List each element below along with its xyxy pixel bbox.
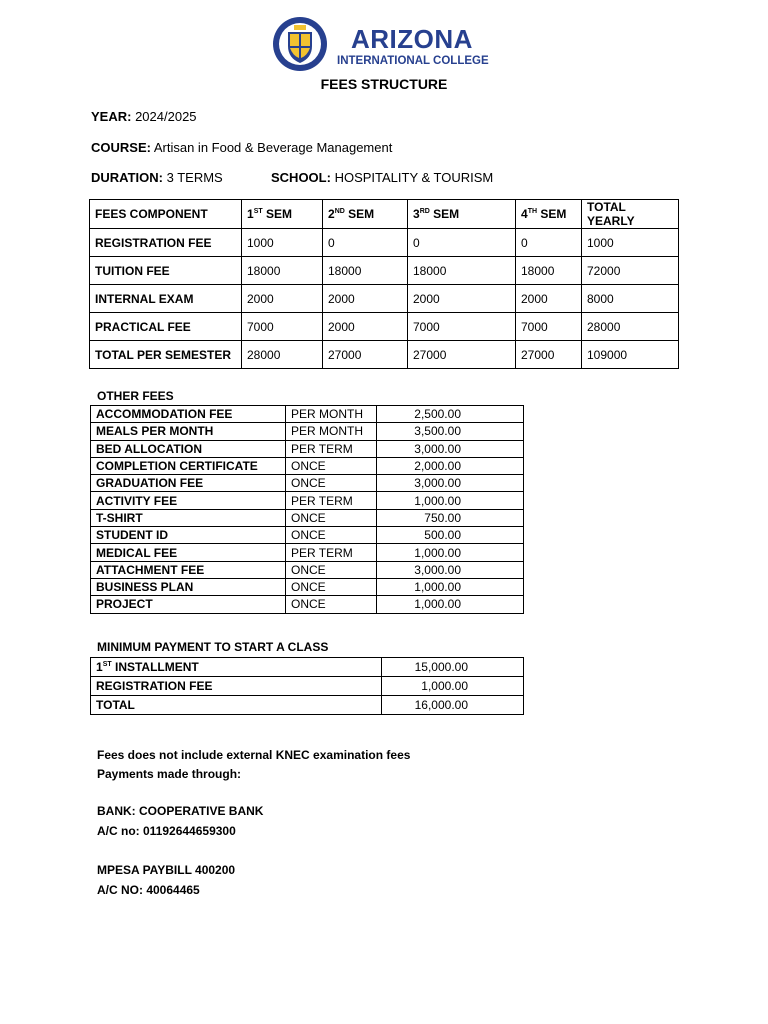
cell: 27000 bbox=[408, 341, 516, 369]
row-label: PROJECT bbox=[91, 596, 286, 613]
amount-cell: 1,000.00 bbox=[377, 596, 524, 613]
school-value: HOSPITALITY & TOURISM bbox=[334, 170, 494, 185]
header-cell: TOTAL YEARLY bbox=[582, 200, 679, 229]
bank-account: A/C no: 01192644659300 bbox=[97, 824, 236, 838]
header-cell: 4TH SEM bbox=[516, 200, 582, 229]
amount-cell: 750.00 bbox=[377, 509, 524, 526]
amount-cell: 1,000.00 bbox=[377, 492, 524, 509]
cell: 0 bbox=[323, 229, 408, 257]
cell: 72000 bbox=[582, 257, 679, 285]
amount-cell: 1,000.00 bbox=[377, 578, 524, 595]
other-fees-table bbox=[90, 405, 524, 614]
cell: 7000 bbox=[408, 313, 516, 341]
amount-cell: 3,000.00 bbox=[377, 561, 524, 578]
cell: 27000 bbox=[516, 341, 582, 369]
table-row bbox=[91, 696, 524, 715]
table-row bbox=[91, 457, 524, 474]
cell: 1000 bbox=[582, 229, 679, 257]
table-row bbox=[91, 440, 524, 457]
amount-cell: 3,000.00 bbox=[377, 475, 524, 492]
page-title: FEES STRUCTURE bbox=[320, 76, 448, 92]
table-row bbox=[91, 677, 524, 696]
cell: 2000 bbox=[323, 313, 408, 341]
cell: 27000 bbox=[323, 341, 408, 369]
cell: 18000 bbox=[516, 257, 582, 285]
cell: 7000 bbox=[242, 313, 323, 341]
duration-value: 3 TERMS bbox=[166, 170, 223, 185]
row-label: REGISTRATION FEE bbox=[90, 229, 242, 257]
frequency-cell: ONCE bbox=[286, 596, 377, 613]
year-line bbox=[91, 109, 197, 124]
amount-cell: 15,000.00 bbox=[382, 658, 524, 677]
amount-cell: 1,000.00 bbox=[377, 544, 524, 561]
amount-cell: 16,000.00 bbox=[382, 696, 524, 715]
row-label: GRADUATION FEE bbox=[91, 475, 286, 492]
amount-cell: 500.00 bbox=[377, 527, 524, 544]
header-cell: FEES COMPONENT bbox=[90, 200, 242, 229]
school-label: SCHOOL: bbox=[271, 170, 331, 185]
cell: 2000 bbox=[516, 285, 582, 313]
table-row bbox=[91, 578, 524, 595]
table-row bbox=[91, 423, 524, 440]
frequency-cell: PER MONTH bbox=[286, 423, 377, 440]
frequency-cell: ONCE bbox=[286, 527, 377, 544]
row-label: MEDICAL FEE bbox=[91, 544, 286, 561]
row-label: INTERNAL EXAM bbox=[90, 285, 242, 313]
row-label: STUDENT ID bbox=[91, 527, 286, 544]
note-payments: Payments made through: bbox=[97, 767, 242, 781]
frequency-cell: ONCE bbox=[286, 561, 377, 578]
fees-table bbox=[89, 199, 679, 369]
cell: 109000 bbox=[582, 341, 679, 369]
frequency-cell: ONCE bbox=[286, 475, 377, 492]
table-row bbox=[91, 406, 524, 423]
brand-subtitle: INTERNATIONAL COLLEGE bbox=[337, 55, 489, 67]
amount-cell: 3,500.00 bbox=[377, 423, 524, 440]
frequency-cell: ONCE bbox=[286, 578, 377, 595]
cell: 8000 bbox=[582, 285, 679, 313]
arizona-crest-icon bbox=[272, 16, 328, 72]
cell: 7000 bbox=[516, 313, 582, 341]
row-label: BED ALLOCATION bbox=[91, 440, 286, 457]
row-label: BUSINESS PLAN bbox=[91, 578, 286, 595]
frequency-cell: PER TERM bbox=[286, 492, 377, 509]
cell: 18000 bbox=[242, 257, 323, 285]
min-payment-table bbox=[90, 657, 524, 715]
cell: 2000 bbox=[408, 285, 516, 313]
bank-name: BANK: COOPERATIVE BANK bbox=[97, 804, 264, 818]
duration-label: DURATION: bbox=[91, 170, 163, 185]
row-label: PRACTICAL FEE bbox=[90, 313, 242, 341]
cell: 2000 bbox=[242, 285, 323, 313]
row-label: T-SHIRT bbox=[91, 509, 286, 526]
cell: 18000 bbox=[408, 257, 516, 285]
row-label: TOTAL bbox=[91, 696, 382, 715]
course-line bbox=[91, 140, 392, 155]
amount-cell: 2,500.00 bbox=[377, 406, 524, 423]
cell: 2000 bbox=[323, 285, 408, 313]
frequency-cell: PER MONTH bbox=[286, 406, 377, 423]
table-row bbox=[91, 509, 524, 526]
mpesa-paybill: MPESA PAYBILL 400200 bbox=[97, 863, 236, 877]
year-value: 2024/2025 bbox=[135, 109, 197, 124]
header-cell: 2ND SEM bbox=[323, 200, 408, 229]
row-label: TUITION FEE bbox=[90, 257, 242, 285]
cell: 28000 bbox=[582, 313, 679, 341]
frequency-cell: PER TERM bbox=[286, 440, 377, 457]
course-value: Artisan in Food & Beverage Management bbox=[153, 140, 393, 155]
row-label: MEALS PER MONTH bbox=[91, 423, 286, 440]
table-row bbox=[91, 527, 524, 544]
table-row bbox=[90, 229, 679, 257]
cell: 18000 bbox=[323, 257, 408, 285]
mpesa-account: A/C NO: 40064465 bbox=[97, 883, 200, 897]
row-label: ATTACHMENT FEE bbox=[91, 561, 286, 578]
header-cell: 3RD SEM bbox=[408, 200, 516, 229]
cell: 0 bbox=[516, 229, 582, 257]
other-fees-title: OTHER FEES bbox=[97, 389, 174, 403]
row-label: 1ST INSTALLMENT bbox=[91, 658, 382, 677]
table-row bbox=[90, 285, 679, 313]
row-label: REGISTRATION FEE bbox=[91, 677, 382, 696]
row-label: COMPLETION CERTIFICATE bbox=[91, 457, 286, 474]
table-row bbox=[91, 561, 524, 578]
course-label: COURSE: bbox=[91, 140, 151, 155]
table-header-row bbox=[90, 200, 679, 229]
min-payment-title: MINIMUM PAYMENT TO START A CLASS bbox=[97, 640, 329, 654]
year-label: YEAR: bbox=[91, 109, 132, 124]
cell: 1000 bbox=[242, 229, 323, 257]
table-row bbox=[91, 475, 524, 492]
table-row bbox=[91, 658, 524, 677]
note-knec: Fees does not include external KNEC examination fees bbox=[97, 748, 411, 762]
table-row bbox=[90, 257, 679, 285]
amount-cell: 3,000.00 bbox=[377, 440, 524, 457]
table-row bbox=[91, 596, 524, 613]
duration-line bbox=[91, 170, 223, 185]
frequency-cell: ONCE bbox=[286, 457, 377, 474]
amount-cell: 2,000.00 bbox=[377, 457, 524, 474]
row-label: ACCOMMODATION FEE bbox=[91, 406, 286, 423]
table-row bbox=[91, 492, 524, 509]
table-row bbox=[90, 341, 679, 369]
cell: 28000 bbox=[242, 341, 323, 369]
header-cell: 1ST SEM bbox=[242, 200, 323, 229]
table-row bbox=[90, 313, 679, 341]
row-label: ACTIVITY FEE bbox=[91, 492, 286, 509]
amount-cell: 1,000.00 bbox=[382, 677, 524, 696]
cell: 0 bbox=[408, 229, 516, 257]
frequency-cell: PER TERM bbox=[286, 544, 377, 561]
row-label: TOTAL PER SEMESTER bbox=[90, 341, 242, 369]
school-line bbox=[271, 170, 493, 185]
frequency-cell: ONCE bbox=[286, 509, 377, 526]
table-row bbox=[91, 544, 524, 561]
brand-name: ARIZONA bbox=[351, 24, 473, 54]
